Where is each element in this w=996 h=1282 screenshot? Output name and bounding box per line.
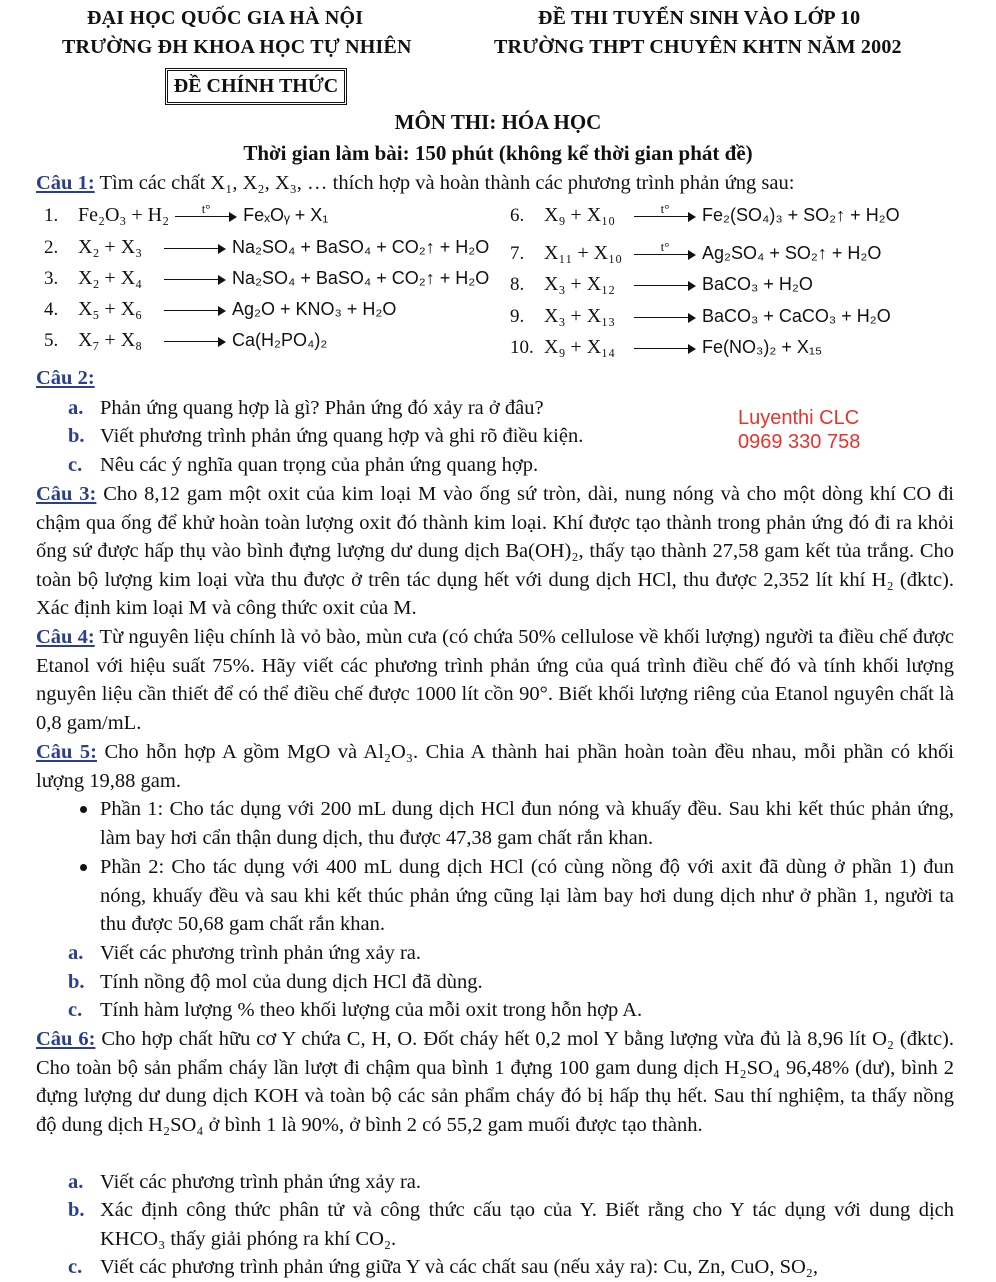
question-5b-text: Tính nồng độ mol của dung dịch HCl đã dùng. [100, 971, 483, 993]
reaction-arrow-icon [634, 238, 696, 260]
question-2c-key: c. [68, 454, 83, 476]
question-2b-text: Viết phương trình phản ứng quang hợp và ghi rõ điều kiện. [100, 425, 584, 447]
equation-6 [510, 201, 900, 231]
equation-products: FeₓOᵧ + X₁ [243, 205, 329, 225]
equation-reactants: X₃ + X₁₃ [544, 305, 616, 327]
school-name: TRƯỜNG ĐH KHOA HỌC TỰ NHIÊN [62, 36, 412, 58]
question-5-label: Câu 5: [36, 741, 97, 763]
equation-number: 4. [44, 299, 59, 320]
question-5-part1-text: Phần 1: Cho tác dụng với 200 mL dung dịch HCl đun nóng và khuấy đều. Sau khi kết thúc phản ứng, làm bay hơi cẩn thận dung dịch, thu được 47,38 gam chất rắn khan. [100, 798, 954, 849]
question-5-part2 [70, 853, 954, 939]
question-4 [36, 623, 954, 737]
question-5 [36, 738, 954, 795]
question-4-label: Câu 4: [36, 626, 95, 648]
equation-4 [44, 295, 396, 325]
question-6-text: Cho hợp chất hữu cơ Y chứa C, H, O. Đốt cháy hết 0,2 mol Y bằng lượng vừa đủ là 8,96 lít O₂ (đktc). Cho toàn bộ sản phẩm cháy lần lượt đi chậm qua bình 1 đựng 100 gam dung dịch H₂SO₄ 96,48% (dư), bình 2 đựng lượng dư dung dịch KOH và toàn bộ các sản phẩm cháy đó bị hấp thụ hết. Sau thí nghiệm, ta thấy nồng độ dung dịch H₂SO₄ ở bình 1 là 90%, ở bình 2 có 55,2 gam muối được tạo thành. [36, 1028, 955, 1136]
equation-number: 9. [510, 306, 525, 327]
watermark-phone: 0969 330 758 [738, 431, 861, 453]
question-6b [68, 1196, 954, 1253]
equation-8 [510, 270, 813, 300]
reaction-arrow-icon [634, 200, 696, 222]
equation-reactants: X₃ + X₁₂ [544, 273, 616, 295]
equation-number: 6. [510, 205, 525, 226]
subject-title: MÔN THI: HÓA HỌC [394, 110, 602, 134]
equation-products: Fe₂(SO₄)₃ + SO₂↑ + H₂O [702, 205, 900, 225]
question-6c-key: c. [68, 1256, 83, 1278]
equation-reactants: X₅ + X₆ [78, 298, 143, 320]
question-5c-key: c. [68, 999, 83, 1021]
question-3-label: Câu 3: [36, 483, 97, 505]
equation-reactants: X₉ + X₁₀ [544, 204, 616, 226]
question-5-text: Cho hỗn hợp A gồm MgO và Al₂O₃. Chia A thành hai phần hoàn toàn đều nhau, mỗi phần có khối lượng 19,88 gam. [36, 741, 954, 792]
question-6 [36, 1025, 954, 1139]
question-2-label: Câu 2: [36, 367, 95, 389]
university-name: ĐẠI HỌC QUỐC GIA HÀ NỘI [87, 7, 364, 29]
question-5c-text: Tính hàm lượng % theo khối lượng của mỗi oxit trong hỗn hợp A. [100, 999, 643, 1021]
equation-reactants: X₉ + X₁₄ [544, 336, 616, 358]
question-2 [36, 364, 954, 393]
watermark-brand: Luyenthi CLC [738, 407, 860, 429]
question-4-text: Từ nguyên liệu chính là vỏ bào, mùn cưa (có chứa 50% cellulose về khối lượng) người ta điều chế được Etanol với hiệu suất 75%. Hãy viết các phương trình phản ứng của quá trình điều chế đó và tính khối lượng nguyên liệu cần thiết để có thể điều chế được 1000 lít cồn 90°. Biết khối lượng riêng của Etanol nguyên chất là 0,8 gam/mL. [36, 626, 954, 734]
exam-title: ĐỀ THI TUYỂN SINH VÀO LỚP 10 [538, 7, 861, 29]
question-5b-key: b. [68, 971, 85, 993]
exam-school-year: TRƯỜNG THPT CHUYÊN KHTN NĂM 2002 [494, 36, 902, 58]
reaction-condition: t° [660, 238, 670, 254]
question-5-part1 [70, 795, 954, 852]
reaction-arrow-icon [164, 275, 226, 285]
equation-number: 5. [44, 330, 59, 351]
equation-products: Ag₂SO₄ + SO₂↑ + H₂O [702, 243, 882, 263]
question-2a-key: a. [68, 397, 84, 419]
equation-9 [510, 302, 891, 332]
question-6b-text: Xác định công thức phân tử và công thức cấu tạo của Y. Biết rằng cho Y tác dụng với dung dịch KHCO₃ thấy giải phóng ra khí CO₂. [100, 1199, 954, 1250]
bullet-icon [80, 864, 87, 871]
question-2c-text: Nêu các ý nghĩa quan trọng của phản ứng quang hợp. [100, 454, 539, 476]
question-5a-text: Viết các phương trình phản ứng xảy ra. [100, 942, 422, 964]
question-3-text: Cho 8,12 gam một oxit của kim loại M vào ống sứ tròn, dài, nung nóng và cho một dòng khí CO đi chậm qua ống để khử hoàn toàn lượng oxit đó thành kim loại. Khí được tạo thành trong phản ứng đó đi ra khỏi ống sứ được hấp thụ vào bình đựng lượng dư dung dịch Ba(OH)₂, thấy tạo thành 27,58 gam kết tủa trắng. Cho toàn bộ lượng kim loại vừa thu được ở trên tác dụng hết với dung dịch HCl, thu được 2,352 lít khí H₂ (đktc). Xác định kim loại M và công thức oxit của M. [36, 483, 954, 620]
question-5c [68, 996, 954, 1025]
question-6a-key: a. [68, 1171, 84, 1193]
question-1 [36, 169, 954, 198]
equation-1 [44, 201, 328, 231]
question-6b-key: b. [68, 1199, 85, 1221]
question-3 [36, 480, 954, 623]
equation-reactants: X₁₁ + X₁₀ [544, 242, 623, 264]
bullet-icon [80, 806, 87, 813]
official-exam-box: ĐỀ CHÍNH THỨC [165, 68, 347, 105]
question-5a-key: a. [68, 942, 84, 964]
question-5a [68, 939, 954, 968]
equation-3 [44, 264, 489, 294]
equation-products: Fe(NO₃)₂ + X₁₅ [702, 337, 823, 357]
equation-reactants: X₂ + X₄ [78, 267, 143, 289]
equation-number: 7. [510, 243, 525, 264]
equation-number: 8. [510, 274, 525, 295]
equation-number: 10. [510, 337, 534, 358]
equation-products: BaCO₃ + CaCO₃ + H₂O [702, 306, 891, 326]
equation-7 [510, 239, 881, 269]
equation-number: 3. [44, 268, 59, 289]
question-5b [68, 968, 954, 997]
exam-time: Thời gian làm bài: 150 phút (không kể thời gian phát đề) [243, 141, 753, 165]
equation-products: Na₂SO₄ + BaSO₄ + CO₂↑ + H₂O [232, 268, 490, 288]
equation-number: 1. [44, 205, 59, 226]
reaction-arrow-icon [164, 306, 226, 316]
question-6c [68, 1253, 954, 1282]
reaction-arrow-icon [634, 281, 696, 291]
reaction-condition: t° [660, 200, 670, 216]
equation-number: 2. [44, 237, 59, 258]
reaction-arrow-icon [634, 313, 696, 323]
equation-products: BaCO₃ + H₂O [702, 274, 813, 294]
reaction-arrow-icon [175, 200, 237, 222]
equation-reactants: X₂ + X₃ [78, 236, 143, 258]
reaction-arrow-icon [164, 337, 226, 347]
question-6-label: Câu 6: [36, 1028, 96, 1050]
reaction-condition: t° [201, 200, 211, 216]
reaction-arrow-icon [164, 244, 226, 254]
question-5-part2-text: Phần 2: Cho tác dụng với 400 mL dung dịch HCl (có cùng nồng độ với axit đã dùng ở phần 1) đun nóng, khuấy đều và sau khi kết thúc phản ứng cũng lại làm bay hơi dung dịch như ở phần 1, người ta thu được 50,68 gam chất rắn khan. [100, 856, 954, 936]
question-2b-key: b. [68, 425, 85, 447]
question-1-text: Tìm các chất X₁, X₂, X₃, … thích hợp và hoàn thành các phương trình phản ứng sau: [99, 172, 795, 194]
equation-reactants: X₇ + X₈ [78, 329, 143, 351]
equation-2 [44, 233, 489, 263]
question-6c-text: Viết các phương trình phản ứng giữa Y và các chất sau (nếu xảy ra): Cu, Zn, CuO, SO₂, [100, 1256, 819, 1278]
question-6a-text: Viết các phương trình phản ứng xảy ra. [100, 1171, 422, 1193]
question-6a [68, 1168, 954, 1197]
equation-10 [510, 333, 822, 363]
equation-products: Ag₂O + KNO₃ + H₂O [232, 299, 397, 319]
question-2a-text: Phản ứng quang hợp là gì? Phản ứng đó xảy ra ở đâu? [100, 397, 544, 419]
equation-products: Ca(H₂PO₄)₂ [232, 330, 328, 350]
equation-products: Na₂SO₄ + BaSO₄ + CO₂↑ + H₂O [232, 237, 490, 257]
equation-5 [44, 326, 327, 356]
question-1-label: Câu 1: [36, 172, 95, 194]
reaction-arrow-icon [634, 344, 696, 354]
equation-reactants: Fe₂O₃ + H₂ [78, 204, 170, 226]
